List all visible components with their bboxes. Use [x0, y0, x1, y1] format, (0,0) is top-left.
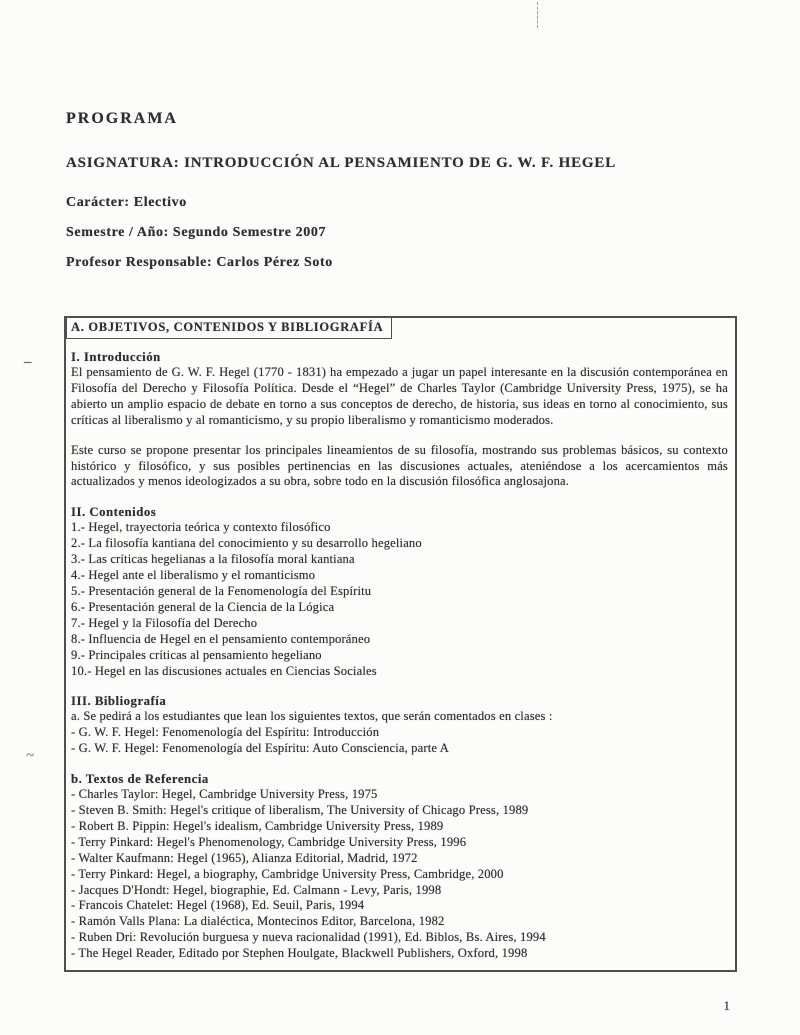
reference-item: - Steven B. Smith: Hegel's critique of liberalism, The University of Chicago Press, 1989: [71, 803, 529, 818]
document-header: [66, 110, 736, 285]
introduction-section: [71, 349, 728, 490]
professor-line: Profesor Responsable: Carlos Pérez Soto: [66, 255, 333, 270]
reference-section: [71, 771, 728, 962]
contents-item: 5.- Presentación general de la Fenomenología del Espíritu: [71, 583, 372, 598]
reference-item: - Walter Kaufmann: Hegel (1965), Alianza Editorial, Madrid, 1972: [71, 850, 418, 865]
reference-item: - Charles Taylor: Hegel, Cambridge University Press, 1975: [71, 787, 378, 802]
reference-item: - Jacques D'Hondt: Hegel, biographie, Ed. Calmann - Levy, Paris, 1998: [71, 882, 442, 897]
scan-artifact: [537, 2, 538, 28]
scan-artifact: ~: [26, 748, 35, 764]
introduction-paragraph-1: El pensamiento de G. W. F. Hegel (1770 - 1831) ha empezado a jugar un papel interesante en la discusión contemporánea en Filosofía del Derecho y Filosofía Política. Desde el “Hegel” de Charles Taylor (Cambridge University Press, 1975), se ha abierto un amplio espacio de debate en torno a sus conceptos de derecho, de historia, sus ideas en torno al conocimiento, sus críticas al liberalismo y al romanticismo, y su propio liberalismo y romanticismo moderados.: [71, 365, 728, 427]
contents-item: 10.- Hegel en las discusiones actuales en Ciencias Sociales: [71, 663, 377, 678]
introduction-paragraph-2: Este curso se propone presentar los principales lineamientos de su filosofía, mostrando sus problemas básicos, su contexto histórico y filosófico, y sus posibles pertinencias en las discusiones actuales, ateniéndose a los acercamientos más actualizados y menos ideologizados a su obra, sobre todo en la discusión filosófica anglosajona.: [71, 442, 728, 489]
required-reading-note: a. Se pedirá a los estudiantes que lean los siguientes textos, que serán comentados en clases :: [71, 709, 553, 724]
contents-item: 2.- La filosofía kantiana del conocimiento y su desarrollo hegeliano: [71, 536, 422, 551]
contents-section: [71, 504, 728, 679]
scan-artifact: –: [24, 354, 32, 370]
contents-item: 4.- Hegel ante el liberalismo y el romanticismo: [71, 568, 316, 583]
program-title: PROGRAMA: [66, 110, 178, 127]
contents-item: 3.- Las críticas hegelianas a la filosofía moral kantiana: [71, 552, 355, 567]
required-text-item: - G. W. F. Hegel: Fenomenología del Espíritu: Introducción: [71, 725, 380, 740]
contents-item: 9.- Principales críticas al pensamiento hegeliano: [71, 647, 322, 662]
contents-item: 6.- Presentación general de la Ciencia de la Lógica: [71, 599, 335, 614]
reference-item: - Robert B. Pippin: Hegel's idealism, Cambridge University Press, 1989: [71, 818, 444, 833]
section-title: A. OBJETIVOS, CONTENIDOS Y BIBLIOGRAFÍA: [66, 316, 392, 339]
content-box: [64, 316, 737, 972]
reference-item: - Ramón Valls Plana: La dialéctica, Montecinos Editor, Barcelona, 1982: [71, 914, 445, 929]
semester-line: Semestre / Año: Segundo Semestre 2007: [66, 225, 327, 240]
page-number: 1: [723, 998, 730, 1013]
contents-heading: II. Contenidos: [71, 505, 157, 520]
reference-item: - The Hegel Reader, Editado por Stephen Houlgate, Blackwell Publishers, Oxford, 1998: [71, 946, 528, 961]
reference-item: - Francois Chatelet: Hegel (1968), Ed. Seuil, Paris, 1994: [71, 898, 365, 913]
reference-item: - Terry Pinkard: Hegel's Phenomenology, Cambridge University Press, 1996: [71, 834, 467, 849]
reference-heading: b. Textos de Referencia: [71, 772, 209, 787]
subject-line: ASIGNATURA: INTRODUCCIÓN AL PENSAMIENTO DE G. W. F. HEGEL: [66, 155, 617, 171]
reference-item: - Terry Pinkard: Hegel, a biography, Cambridge University Press, Cambridge, 2000: [71, 866, 504, 881]
introduction-heading: I. Introducción: [71, 350, 161, 364]
contents-item: 1.- Hegel, trayectoria teórica y contexto filosófico: [71, 520, 331, 535]
bibliography-section: [71, 693, 728, 757]
contents-item: 7.- Hegel y la Filosofía del Derecho: [71, 615, 258, 630]
bibliography-heading: III. Bibliografía: [71, 694, 167, 709]
contents-item: 8.- Influencia de Hegel en el pensamiento contemporáneo: [71, 631, 371, 646]
required-text-item: - G. W. F. Hegel: Fenomenología del Espíritu: Auto Consciencia, parte A: [71, 741, 449, 756]
character-line: Carácter: Electivo: [66, 195, 187, 210]
reference-item: - Ruben Dri: Revolución burguesa y nueva racionalidad (1991), Ed. Biblos, Bs. Aires, 1994: [71, 930, 546, 945]
